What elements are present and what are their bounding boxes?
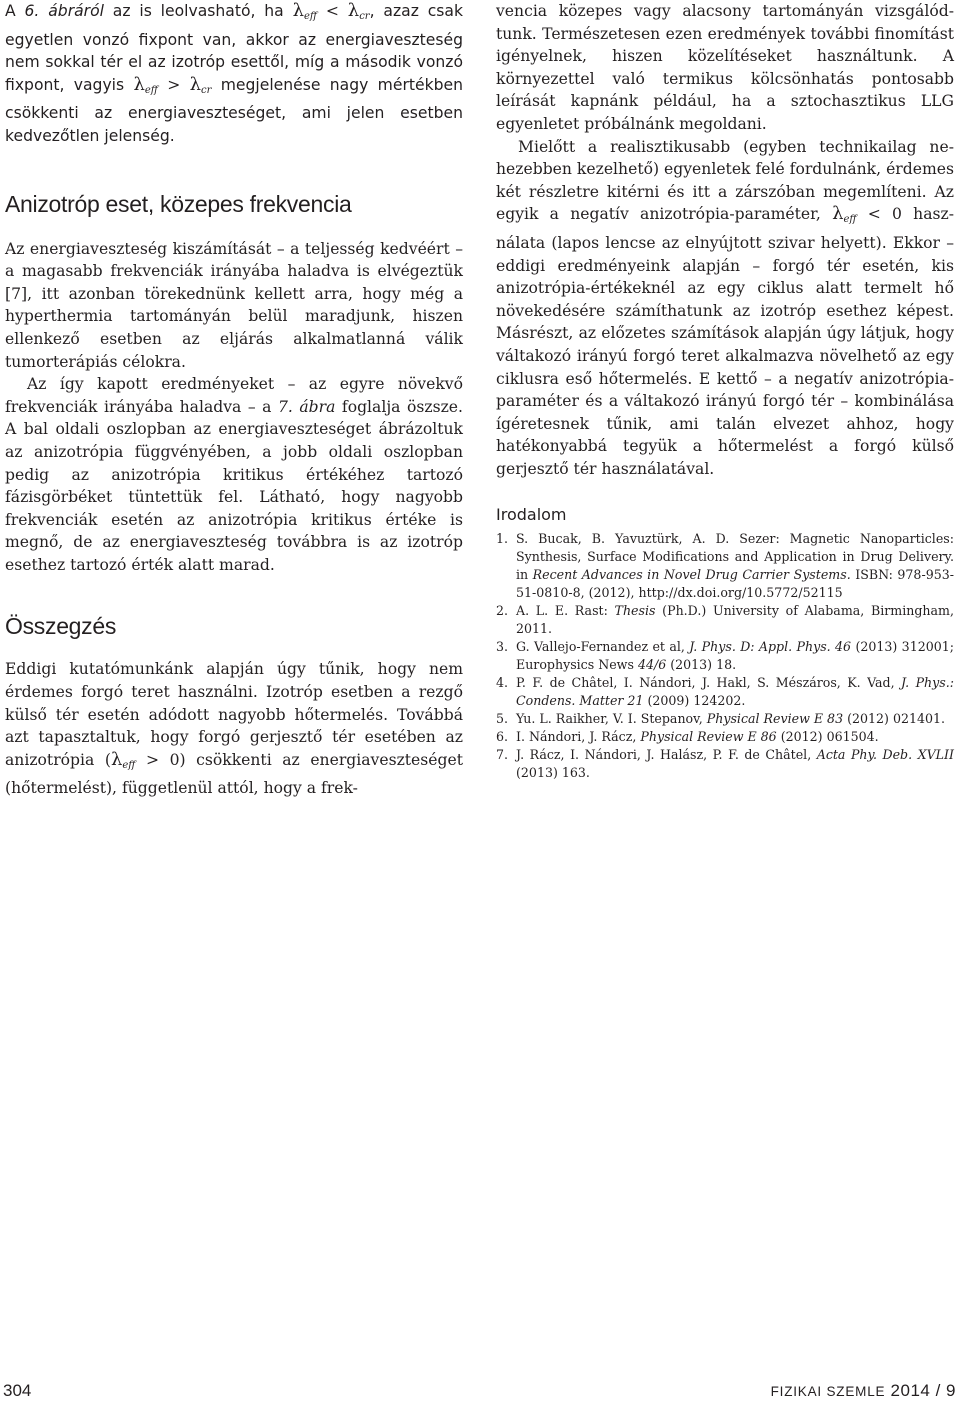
reference-number: 6.: [496, 729, 509, 745]
lambda-symbol: λ: [189, 73, 202, 95]
reference-text: A. L. E. Rast:: [516, 603, 615, 619]
reference-number: 1.: [496, 531, 509, 547]
section-title-summary: Összegzés: [5, 613, 117, 640]
references-list: [496, 530, 954, 782]
section1-paragraph-1: Az energiaveszteség kiszámítását – a teljesség kedvéért – a magasabb frekvenciák irányába haladva is elvégeztük [7], itt azonban törekednünk kellett arra, hogy még a hyperthermia tartományán belül maradjunk, hiszen ellenkező esetben az eljárás alkalmatlanná válik tumorterápiás célokra.: [5, 239, 463, 371]
reference-text: J. Rácz, I. Nándori, J. Halász, P. F. de Châtel,: [516, 747, 817, 763]
outlook-paragraph: Mielőtt a realisztikusabb (egyben technikailag nehezebben kezelhető) egyenletek felé fordulnánk, érdemes két részletre kitérni és itt a zárszóban megemlíteni. Az egyik a negatív anizotrópia-paraméter, $\lambda_{eff} < 0$ használata (lapos lencse az elnyújtott szivar helyett). Ekkor – eddigi eredményeink alapján – forgó tér esetén, kis anizotrópia-értékeknél az egy ciklus alatt termelt hő növekedésére számíthatunk az izotróp esethez képest. Másrészt, az előzetes számítások alapján úgy látjuk, hogy váltakozó irányú forgó teret alkalmazva növelhető az egy ciklusra eső hőtermelés. E kettő – a negatív anizotrópia-paraméter és a váltakozó irányú forgó tér – kombinálása ígéretesnek tűnik, ami talán elvezet ahhoz, hogy hatékonyabbá tegyük a hőtermelést a forgó külső gerjesztő tér használatával.: [496, 137, 954, 478]
summary-paragraph: Eddigi kutatómunkánk alapján úgy tűnik, hogy nem érdemes forgó teret használni. Izotróp esetben a rezgő külső tér esetén adódott nagyobb hőtermelés. Továbbá azt tapasztaltuk, hogy forgó gerjesztő tér esetében az anizotrópia $(\lambda_{eff} > 0)$ csökkenti az energiaveszteséget (hőtermelést), függetlenül attól, hogy a frek-: [5, 660, 463, 798]
reference-text: I. Nándori, J. Rácz,: [516, 729, 641, 745]
journal-issue: 2014 / 9: [890, 1381, 956, 1400]
figure-reference: 6. ábráról: [24, 2, 104, 20]
reference-text: Yu. L. Raikher, V. I. Stepanov,: [516, 711, 707, 727]
reference-text: (2013) 312001; Europhysics News: [516, 639, 955, 673]
reference-text: S. Bucak, B. Yavuztürk, A. D. Sezer: Magnetic Nanoparticles: Synthesis, Surface Modifications and Application in Drug Delivery. in: [516, 531, 954, 583]
reference-italic-text: Acta Phy. Deb. XVLII: [816, 747, 954, 763]
reference-item: [496, 746, 954, 782]
lambda-symbol: λ: [292, 0, 304, 21]
reference-text: (2013) 163.: [516, 765, 590, 781]
continuation-paragraph: vencia közepes vagy alacsony tartományán vizsgálódtunk. Természetesen ezen eredmények további finomítást igényelnek, hiszen közelítéseket használtunk. A környezettel való termikus kölcsönhatás pontosabb leírását kapnánk például, ha a sztochasztikus LLG egyenletet próbálnánk megoldani.: [496, 2, 954, 133]
reference-italic-text: Physical Review E 86: [640, 729, 777, 745]
reference-item: [496, 638, 954, 674]
reference-number: 5.: [496, 711, 509, 727]
reference-italic-text: Thesis: [614, 603, 656, 619]
reference-text: (2012) 061504.: [776, 729, 879, 745]
journal-name: FIZIKAI SZEMLE: [770, 1384, 886, 1399]
reference-italic-text: J. Phys. D: Appl. Phys. 46: [689, 639, 852, 655]
reference-number: 2.: [496, 603, 509, 619]
figure-reference: 7. ábra: [277, 397, 336, 416]
references-title: Irodalom: [496, 505, 567, 525]
reference-item: [496, 674, 954, 710]
section1-paragraph-2: Az így kapott eredményeket – az egyre növekvő frekvenciák irányába haladva – a 7. ábra foglalja öszsze. A bal oldali oszlopban az energiaveszteséget ábrázoltuk az anizotrópia függvényében, a jobb oldali oszlopban pedig az anizotrópia kritikus értékéhez tartozó fázisgörbéket tüntettük fel. Látható, hogy nagyobb frekvenciák esetén az anizotrópia kritikus értéke is megnő, de az energiaveszteség továbbra is az izotróp esethez tartozó érték alatt marad.: [5, 375, 463, 574]
intro-paragraph: A 6. ábráról az is leolvasható, ha $\lambda_{eff} < \lambda_{cr}$, azaz csak egyetlen vonzó fixpont van, akkor az energiaveszteség nem sokkal tér el az izotróp esettől, míg a második vonzó fixpont, vagyis $\lambda_{eff} > \lambda_{cr}$ megjelenése nagy mértékben csökkenti az energiaveszteséget, ami jelen esetben kedvezőtlen jelenség.: [5, 0, 464, 145]
reference-text: G. Vallejo-Fernandez et al,: [516, 639, 690, 655]
reference-text: (Ph.D.) University of Alabama, Birmingham, 2011.: [516, 603, 954, 637]
section-title-anisotropic: Anizotróp eset, közepes frekvencia: [5, 190, 352, 217]
reference-text: P. F. de Châtel, I. Nándori, J. Hakl, S. Mészáros, K. Vad,: [516, 675, 902, 691]
reference-number: 3.: [496, 639, 509, 655]
lambda-symbol: λ: [347, 0, 360, 21]
reference-italic-text: Physical Review E 83: [706, 711, 844, 727]
lambda-symbol: λ: [832, 203, 844, 225]
reference-item: [496, 728, 954, 746]
reference-item: [496, 530, 954, 602]
reference-item: [496, 602, 954, 638]
left-column: [5, 0, 463, 800]
page-number: 304: [3, 1381, 32, 1400]
reference-text: (2009) 124202.: [643, 693, 746, 709]
reference-number: 4.: [496, 675, 509, 691]
journal-footer: [771, 1381, 956, 1401]
reference-italic-text: 44/6: [637, 657, 667, 673]
reference-text: (2012) 021401.: [843, 711, 946, 727]
right-column: [496, 0, 954, 782]
lambda-symbol: λ: [110, 748, 123, 770]
reference-text: (2013) 18.: [666, 657, 737, 673]
lambda-symbol: λ: [133, 73, 145, 95]
reference-italic-text: J. Phys.: Condens. Matter 21: [516, 675, 954, 709]
reference-italic-text: Recent Advances in Novel Drug Carrier Systems.: [532, 567, 851, 583]
reference-item: [496, 710, 954, 728]
reference-text: ISBN: 978-953-51-0810-8, (2012), http://dx.doi.org/10.5772/52115: [516, 567, 954, 601]
reference-number: 7.: [496, 747, 509, 763]
